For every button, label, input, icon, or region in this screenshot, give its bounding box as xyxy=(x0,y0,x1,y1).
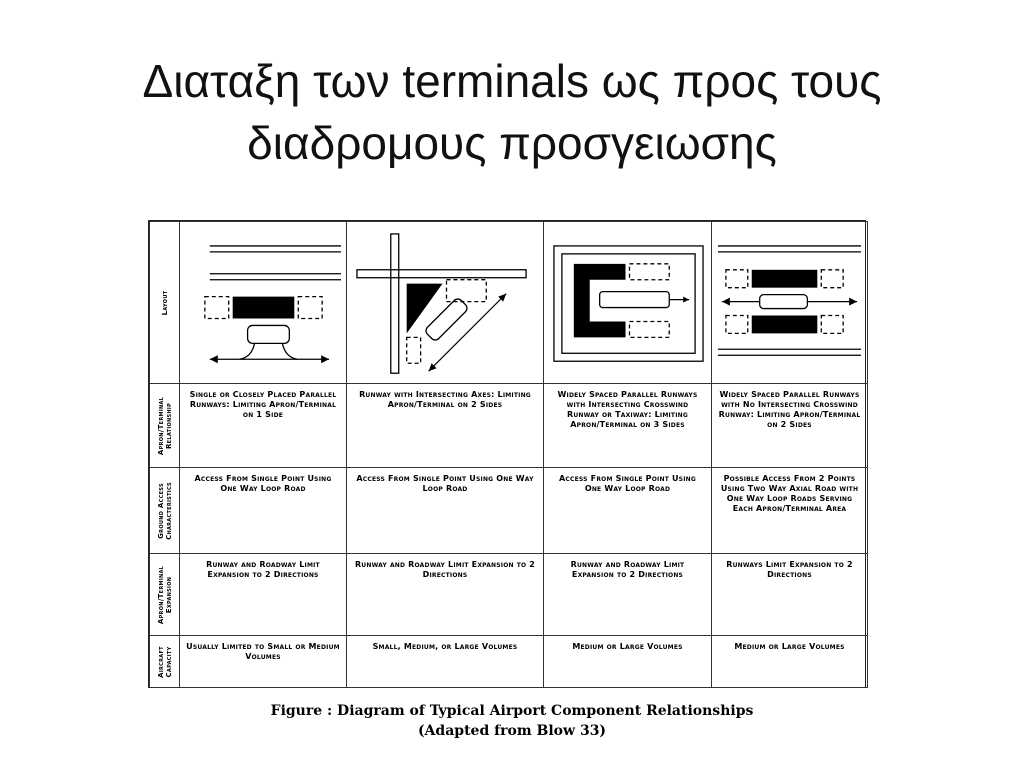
row-header-ground: Ground Access Characteristics xyxy=(150,468,180,554)
ground-cell-2: Access From Single Point Using One Way Loop Road xyxy=(347,468,544,554)
apron-cell-3: Widely Spaced Parallel Runways with Intersecting Crosswind Runway or Taxiway: Limiting Apron/Terminal on 3 Sides xyxy=(544,384,712,468)
apron-terminal-block xyxy=(233,297,295,319)
expansion-cell-3: Runway and Roadway Limit Expansion to 2 Directions xyxy=(544,554,712,636)
slide-title-line-1: Διαταξη των terminals ως προς τους xyxy=(142,55,882,107)
expansion-area xyxy=(629,264,669,280)
apron-terminal-wedge xyxy=(407,284,443,334)
apron-row xyxy=(150,384,868,468)
capacity-cell-2: Small, Medium, or Large Volumes xyxy=(347,636,544,688)
layout-row xyxy=(150,222,868,384)
expansion-row xyxy=(150,554,868,636)
capacity-cell-4: Medium or Large Volumes xyxy=(712,636,868,688)
row-header-capacity: Aircraft Capacity xyxy=(150,636,180,688)
slide-title xyxy=(0,50,1024,174)
layout-3-svg xyxy=(544,222,711,383)
relationships-table xyxy=(149,221,868,688)
expansion-area xyxy=(629,321,669,337)
expansion-area xyxy=(726,316,748,334)
arrow-head xyxy=(849,298,857,306)
figure-source: (Adapted from Blow 33) xyxy=(417,723,607,739)
layout-1-svg xyxy=(180,222,346,383)
expansion-area xyxy=(446,280,486,302)
row-header-expansion: Apron/Terminal Expansion xyxy=(150,554,180,636)
runway-vertical xyxy=(391,234,399,373)
loop-road xyxy=(248,325,290,343)
expansion-cell-4: Runways Limit Expansion to 2 Directions xyxy=(712,554,868,636)
apron-terminal-block xyxy=(752,270,818,288)
arrow-head xyxy=(321,355,329,363)
row-header-apron: Apron/Terminal Relationship xyxy=(150,384,180,468)
layout-diagram-4 xyxy=(712,222,868,384)
expansion-area xyxy=(726,270,748,288)
arrow-head xyxy=(683,297,689,303)
capacity-cell-1: Usually Limited to Small or Medium Volumes xyxy=(180,636,347,688)
layout-4-svg xyxy=(712,222,867,383)
capacity-row xyxy=(150,636,868,688)
runway-horizontal xyxy=(357,270,526,278)
expansion-area xyxy=(821,316,843,334)
slide-title-line-2: διαδρομους προσγειωσης xyxy=(247,117,777,169)
apron-cell-1: Single or Closely Placed Parallel Runways: Limiting Apron/Terminal on 1 Side xyxy=(180,384,347,468)
ground-row xyxy=(150,468,868,554)
expansion-cell-2: Runway and Roadway Limit Expansion to 2 Directions xyxy=(347,554,544,636)
expansion-area xyxy=(298,297,322,319)
expansion-area xyxy=(821,270,843,288)
ground-cell-4: Possible Access From 2 Points Using Two Way Axial Road with One Way Loop Roads Serving Each Apron/Terminal Area xyxy=(712,468,868,554)
loop-road xyxy=(424,297,469,342)
capacity-cell-3: Medium or Large Volumes xyxy=(544,636,712,688)
arrow-head xyxy=(722,298,730,306)
apron-cell-4: Widely Spaced Parallel Runways with No Intersecting Crosswind Runway: Limiting Apron/Terminal on 2 Sides xyxy=(712,384,868,468)
layout-diagram-3 xyxy=(544,222,712,384)
expansion-area xyxy=(407,337,421,363)
layout-diagram-1 xyxy=(180,222,347,384)
layout-diagram-2 xyxy=(347,222,544,384)
loop-road-group xyxy=(424,297,469,342)
expansion-arrow xyxy=(429,294,507,372)
apron-terminal-block xyxy=(752,316,818,334)
ground-cell-1: Access From Single Point Using One Way Loop Road xyxy=(180,468,347,554)
figure-caption: Figure : Diagram of Typical Airport Component Relationships xyxy=(270,703,754,719)
airport-relationships-figure xyxy=(148,220,866,688)
apron-cell-2: Runway with Intersecting Axes: Limiting Apron/Terminal on 2 Sides xyxy=(347,384,544,468)
ground-cell-3: Access From Single Point Using One Way Loop Road xyxy=(544,468,712,554)
access-road xyxy=(240,343,298,359)
layout-2-svg xyxy=(347,222,543,383)
expansion-cell-1: Runway and Roadway Limit Expansion to 2 Directions xyxy=(180,554,347,636)
loop-road xyxy=(760,295,808,309)
expansion-area xyxy=(205,297,229,319)
arrow-head xyxy=(210,355,218,363)
loop-road xyxy=(600,292,670,308)
row-header-layout: Layout xyxy=(150,222,180,384)
